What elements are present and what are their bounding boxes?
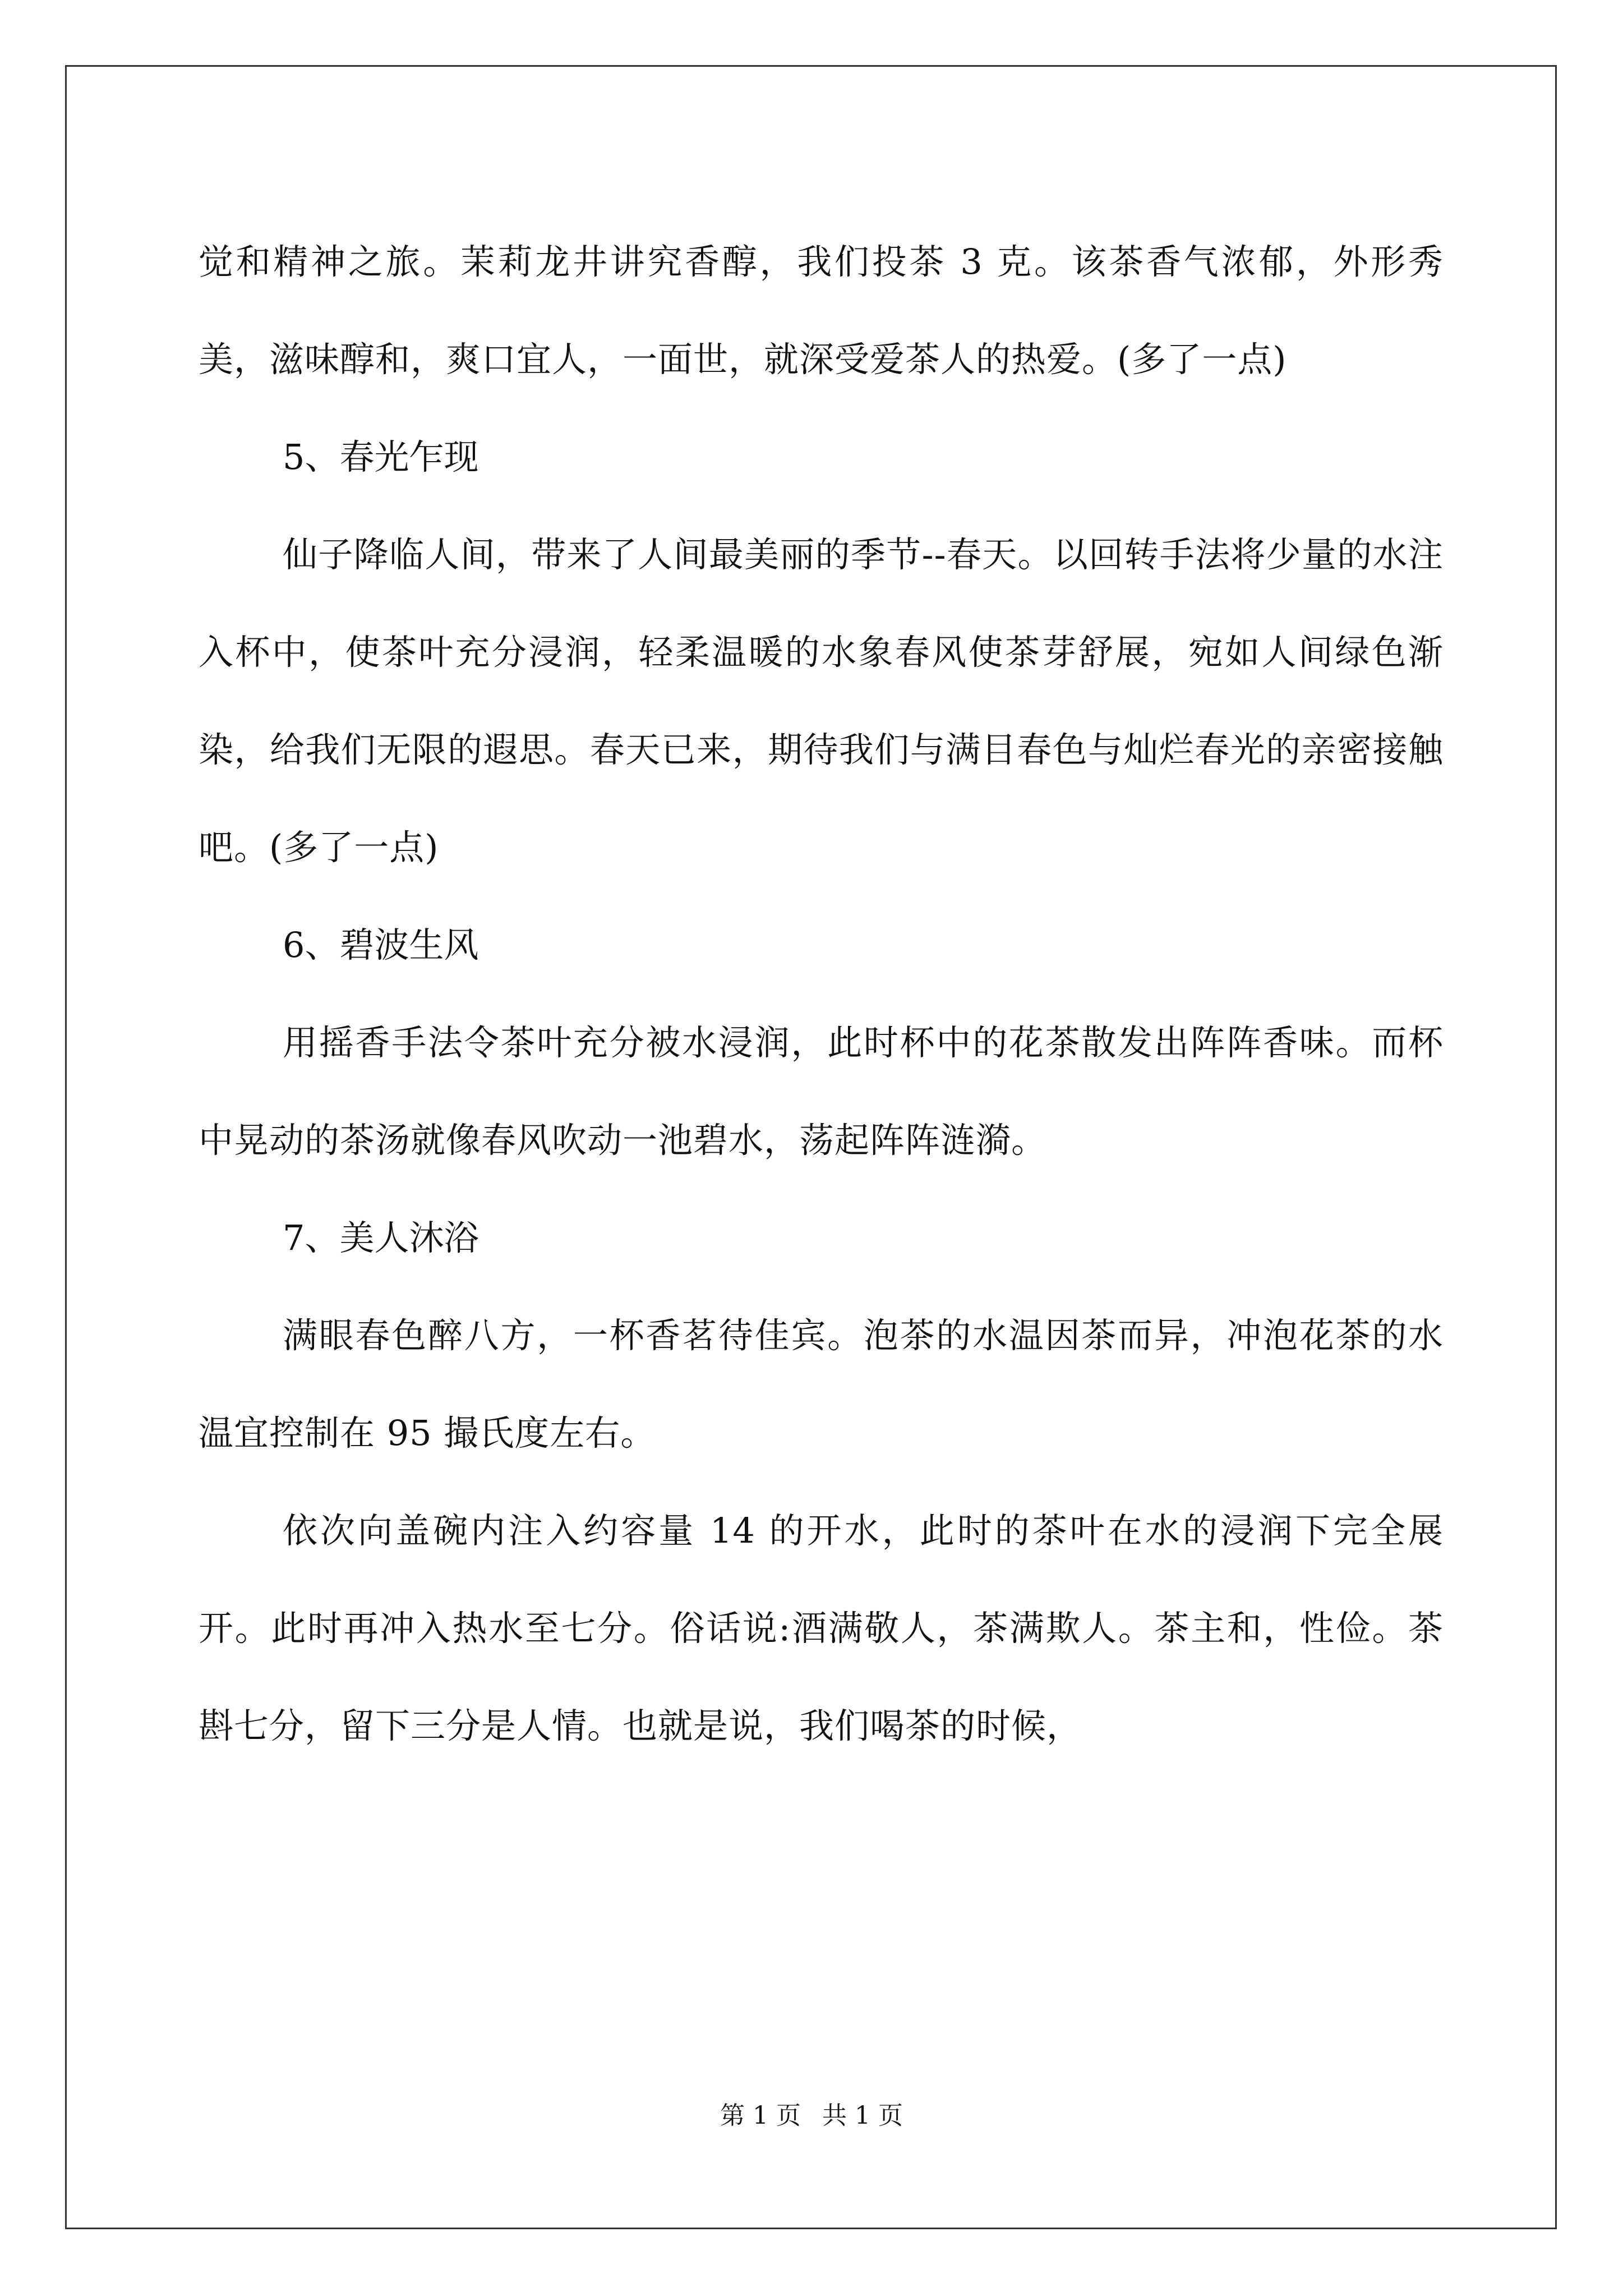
paragraph-pouring: 依次向盖碗内注入约容量 14 的开水，此时的茶叶在水的浸润下完全展开。此时再冲入热水至七分。俗话说:酒满敬人，茶满欺人。茶主和，性俭。茶斟七分，留下三分是人情。也就是说，我们喝茶的时候， [199, 1510, 1444, 1746]
page-footer [0, 2095, 1623, 2131]
paragraph-water-temp: 满眼春色醉八方，一杯香茗待佳宾。泡茶的水温因茶而异，冲泡花茶的水温宜控制在 95 撮氏度左右。 [199, 1315, 1444, 1453]
document-body [199, 213, 1444, 1775]
paragraph-breeze: 用摇香手法令茶叶充分被水浸润，此时杯中的花茶散发出阵阵香味。而杯中晃动的茶汤就像春风吹动一池碧水，荡起阵阵涟漪。 [199, 1022, 1444, 1161]
section-heading-5: 5、春光乍现 [283, 436, 479, 477]
section-heading-7: 7、美人沐浴 [283, 1217, 479, 1258]
paragraph-spring: 仙子降临人间，带来了人间最美丽的季节--春天。以回转手法将少量的水注入杯中，使茶叶充分浸润，轻柔温暖的水象春风使茶芽舒展，宛如人间绿色渐染，给我们无限的遐思。春天已来，期待我们与满目春色与灿烂春光的亲密接触吧。(多了一点) [199, 534, 1444, 868]
paragraph-intro: 觉和精神之旅。茉莉龙井讲究香醇，我们投茶 3 克。该茶香气浓郁，外形秀美，滋味醇和，爽口宜人，一面世，就深受爱茶人的热爱。(多了一点) [199, 241, 1444, 380]
section-heading-6: 6、碧波生风 [283, 924, 479, 965]
page-number: 第 1 页 [720, 2101, 801, 2130]
page-total: 共 1 页 [822, 2101, 903, 2130]
